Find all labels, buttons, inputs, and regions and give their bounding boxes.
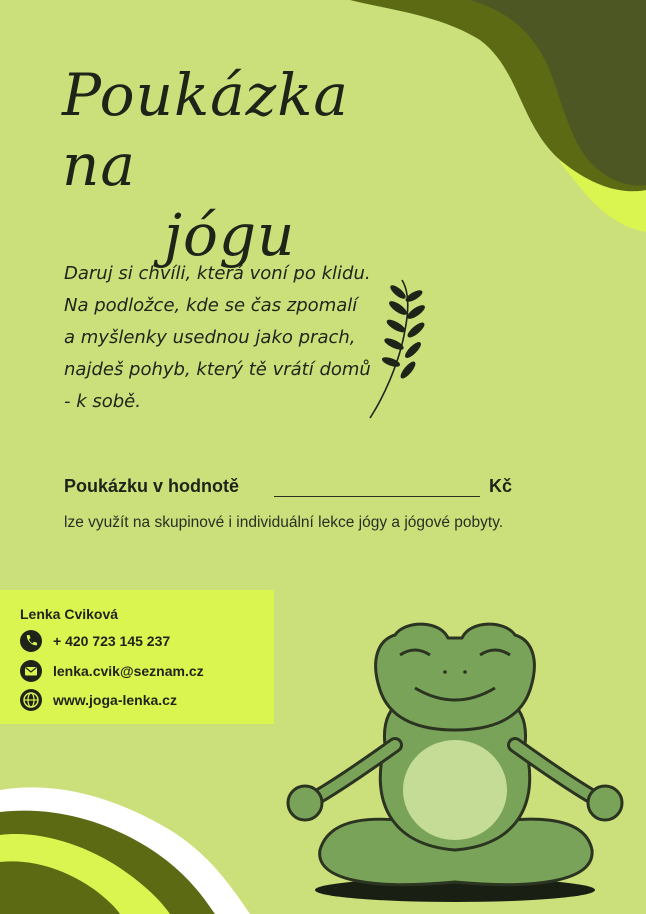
contact-phone: + 420 723 145 237 [53,633,171,649]
globe-icon [20,689,42,711]
poem-line: - k sobě. [64,391,141,412]
mail-icon [20,660,42,682]
contact-name: Lenka Cviková [20,606,119,622]
contact-web[interactable]: www.joga-lenka.cz [53,692,177,708]
poem-text [64,258,404,418]
usage-text: lze využít na skupinové i individuální lekce jógy a jógové pobyty. [64,514,504,531]
contact-email[interactable]: lenka.cvik@seznam.cz [53,663,204,679]
poem-line: a myšlenky usednou jako prach, [64,327,356,348]
meditating-frog-illustration [288,624,622,902]
poem-line: najdeš pohyb, který tě vrátí domů [64,359,371,380]
value-blank-line [274,496,480,497]
currency-label: Kč [489,476,513,496]
voucher-title [62,60,442,270]
title-line-1: Poukázka na [62,61,349,199]
value-label: Poukázku v hodnotě [64,476,240,496]
poem-line: Daruj si chvíli, která voní po klidu. [64,263,371,284]
title-line-2: jógu [164,201,296,269]
contact-box [0,590,274,724]
poem-line: Na podložce, kde se čas zpomalí [64,295,358,316]
phone-icon [20,630,42,652]
